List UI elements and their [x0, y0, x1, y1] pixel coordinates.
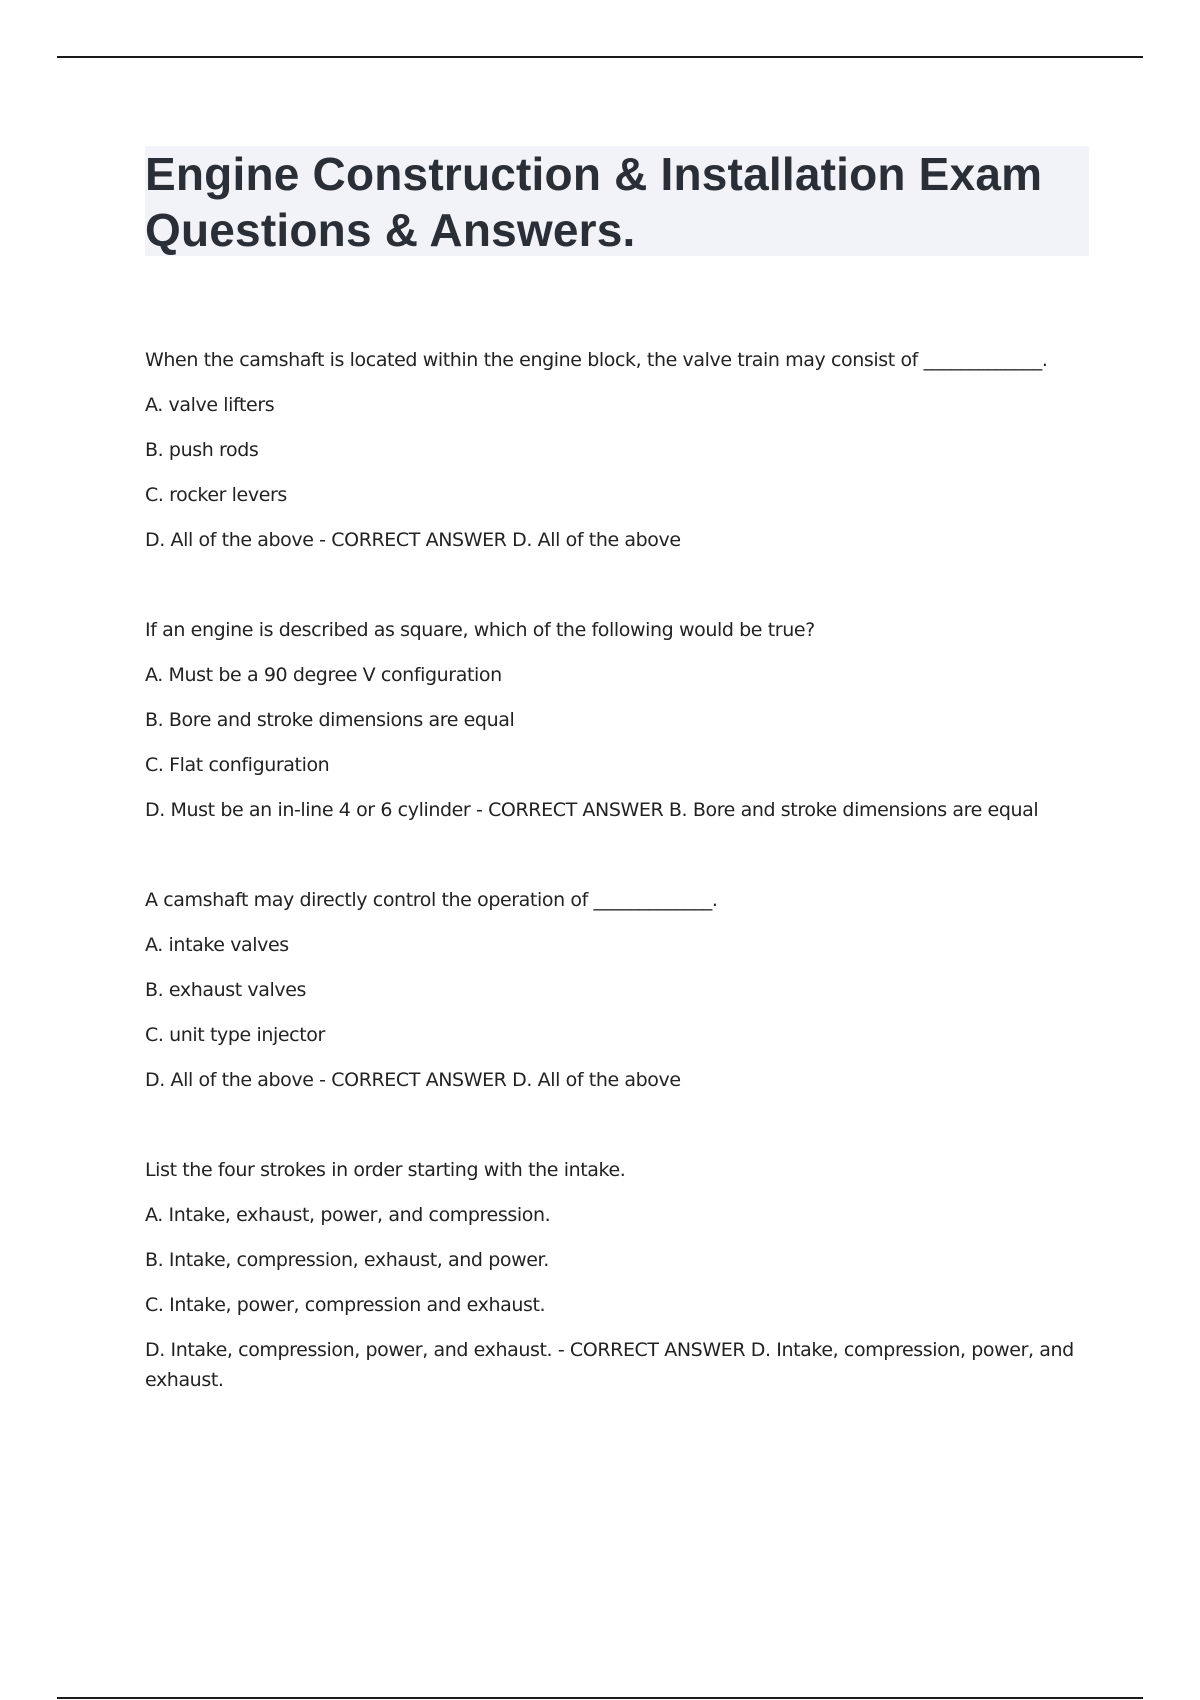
option-d-answer: D. Must be an in-line 4 or 6 cylinder - CORRECT ANSWER B. Bore and stroke dimensions are equal [145, 799, 1039, 821]
question-list [145, 345, 1085, 1410]
option-a: A. Intake, exhaust, power, and compression. [145, 1204, 551, 1226]
option-c: C. Flat configuration [145, 754, 330, 776]
question-stem: A camshaft may directly control the operation of _____________. [145, 889, 718, 911]
question-1 [145, 345, 1085, 555]
option-b: B. push rods [145, 439, 259, 461]
option-c: C. unit type injector [145, 1024, 325, 1046]
bottom-rule [57, 1697, 1143, 1699]
option-b: B. Intake, compression, exhaust, and power. [145, 1249, 549, 1271]
option-c: C. Intake, power, compression and exhaust. [145, 1294, 546, 1316]
option-a: A. intake valves [145, 934, 289, 956]
question-stem: If an engine is described as square, which of the following would be true? [145, 619, 815, 641]
option-d-answer: D. All of the above - CORRECT ANSWER D. All of the above [145, 1069, 681, 1091]
question-stem: When the camshaft is located within the engine block, the valve train may consist of _____________. [145, 349, 1048, 371]
question-3 [145, 885, 1085, 1095]
option-b: B. exhaust valves [145, 979, 307, 1001]
option-a: A. Must be a 90 degree V configuration [145, 664, 502, 686]
question-2 [145, 615, 1085, 825]
option-b: B. Bore and stroke dimensions are equal [145, 709, 515, 731]
question-4 [145, 1155, 1085, 1395]
title-block [145, 146, 1089, 256]
option-d-answer: D. Intake, compression, power, and exhaust. - CORRECT ANSWER D. Intake, compression, power, and exhaust. [145, 1339, 1074, 1391]
option-c: C. rocker levers [145, 484, 287, 506]
top-rule [57, 56, 1143, 58]
option-a: A. valve lifters [145, 394, 275, 416]
option-d-answer: D. All of the above - CORRECT ANSWER D. All of the above [145, 529, 681, 551]
page-title: Engine Construction & Installation Exam Questions & Answers. [145, 148, 1043, 256]
question-stem: List the four strokes in order starting with the intake. [145, 1159, 626, 1181]
